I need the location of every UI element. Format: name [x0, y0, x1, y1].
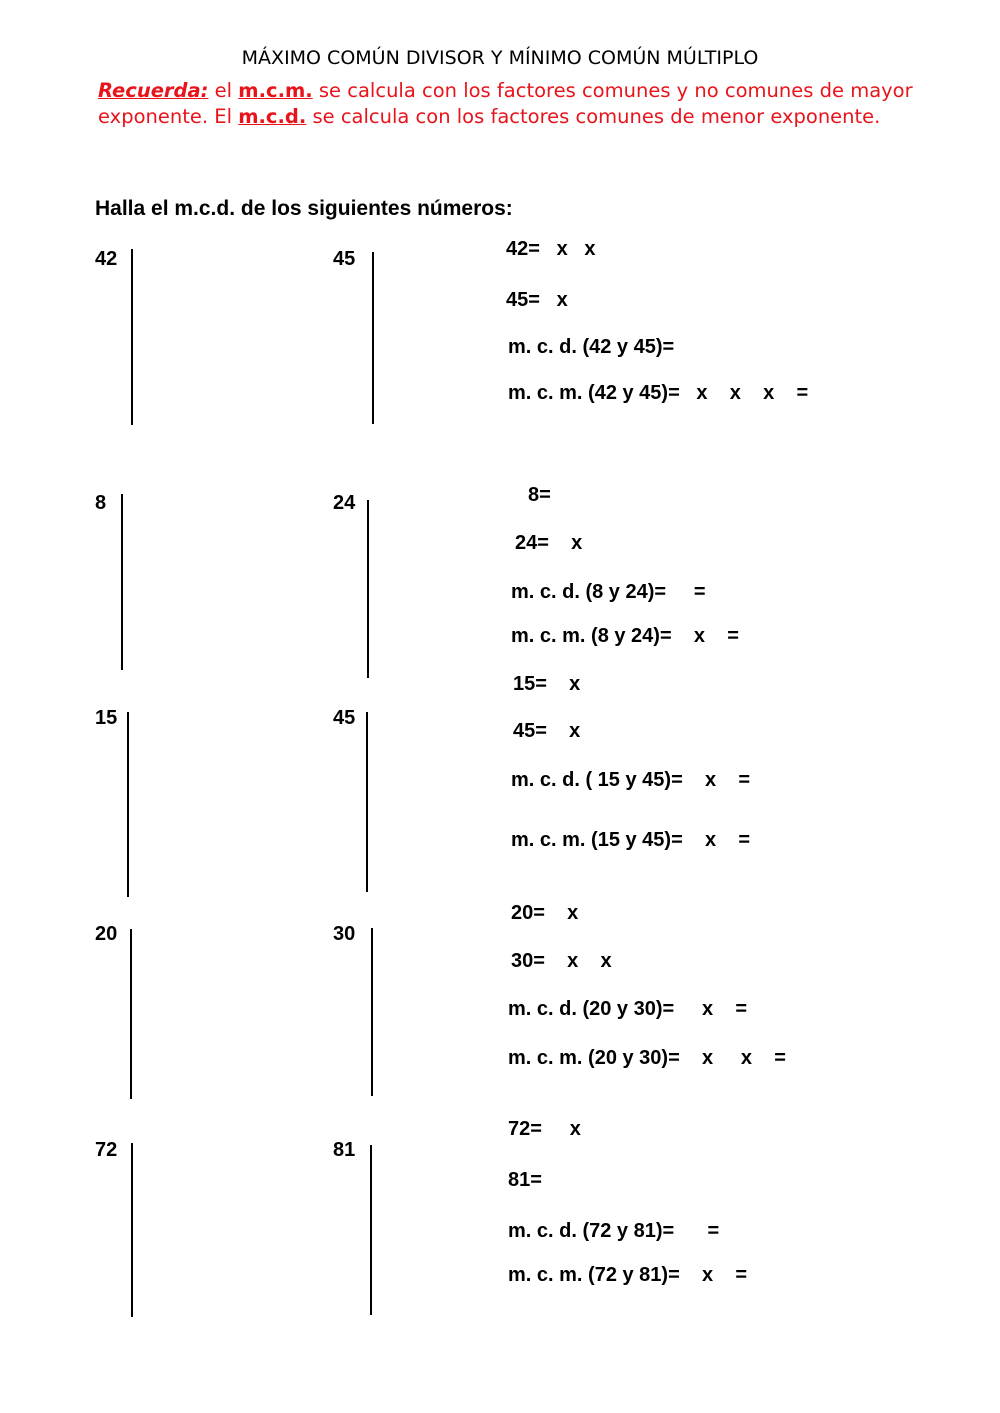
- division-line: [367, 500, 369, 678]
- exercise-2-factor-b: 24= x: [515, 532, 583, 554]
- exercise-4-mcm: m. c. m. (20 y 30)= x x =: [508, 1047, 786, 1069]
- reminder-text: exponente. El: [98, 105, 239, 128]
- exercise-3-factor-b: 45= x: [513, 720, 581, 742]
- exercise-1-factor-a: 42= x x: [506, 238, 596, 260]
- division-line: [372, 252, 374, 424]
- reminder-text: se calcula con los factores comunes de menor exponente.: [306, 105, 881, 128]
- exercise-1-mcd: m. c. d. (42 y 45)=: [508, 336, 675, 358]
- reminder-text: se calcula con los factores comunes y no comunes de mayor: [312, 79, 913, 102]
- division-line: [370, 1145, 372, 1315]
- exercise-4-number-b: 30: [333, 923, 356, 945]
- reminder-line-2: [98, 105, 880, 128]
- reminder-label: Recuerda:: [98, 79, 209, 102]
- exercise-1-mcm: m. c. m. (42 y 45)= x x x =: [508, 382, 809, 404]
- division-line: [131, 1143, 133, 1317]
- exercise-2-number-a: 8: [95, 492, 107, 514]
- mcd-term: m.c.d.: [238, 105, 307, 128]
- division-line: [366, 712, 368, 892]
- exercise-3-mcd: m. c. d. ( 15 y 45)= x =: [511, 769, 751, 791]
- exercise-5-number-b: 81: [333, 1139, 356, 1161]
- division-line: [371, 928, 373, 1096]
- division-line: [131, 249, 133, 425]
- exercise-1-number-a: 42: [95, 248, 118, 270]
- exercise-4-number-a: 20: [95, 923, 118, 945]
- exercise-3-factor-a: 15= x: [513, 673, 581, 695]
- exercise-3-number-a: 15: [95, 707, 118, 729]
- instruction: Halla el m.c.d. de los siguientes números:: [95, 197, 513, 220]
- exercise-1-number-b: 45: [333, 248, 356, 270]
- exercise-4-mcd: m. c. d. (20 y 30)= x =: [508, 998, 748, 1020]
- division-line: [121, 494, 123, 670]
- exercise-2-factor-a: 8=: [528, 484, 551, 506]
- exercise-2-mcd: m. c. d. (8 y 24)= =: [511, 581, 706, 603]
- exercise-1-factor-b: 45= x: [506, 289, 568, 311]
- reminder-text: el: [208, 79, 239, 102]
- exercise-2-mcm: m. c. m. (8 y 24)= x =: [511, 625, 739, 647]
- exercise-5-factor-a: 72= x: [508, 1118, 581, 1140]
- reminder-line-1: [98, 79, 913, 102]
- mcm-term: m.c.m.: [238, 79, 313, 102]
- division-line: [130, 929, 132, 1099]
- page-title: MÁXIMO COMÚN DIVISOR Y MÍNIMO COMÚN MÚLTIPLO: [241, 47, 759, 69]
- division-line: [127, 712, 129, 897]
- exercise-3-number-b: 45: [333, 707, 356, 729]
- exercise-5-mcm: m. c. m. (72 y 81)= x =: [508, 1264, 748, 1286]
- exercise-2-number-b: 24: [333, 492, 356, 514]
- exercise-4-factor-a: 20= x: [511, 902, 579, 924]
- exercise-3-mcm: m. c. m. (15 y 45)= x =: [511, 829, 751, 851]
- exercise-5-factor-b: 81=: [508, 1169, 542, 1191]
- exercise-5-number-a: 72: [95, 1139, 118, 1161]
- exercise-5-mcd: m. c. d. (72 y 81)= =: [508, 1220, 720, 1242]
- exercise-4-factor-b: 30= x x: [511, 950, 612, 972]
